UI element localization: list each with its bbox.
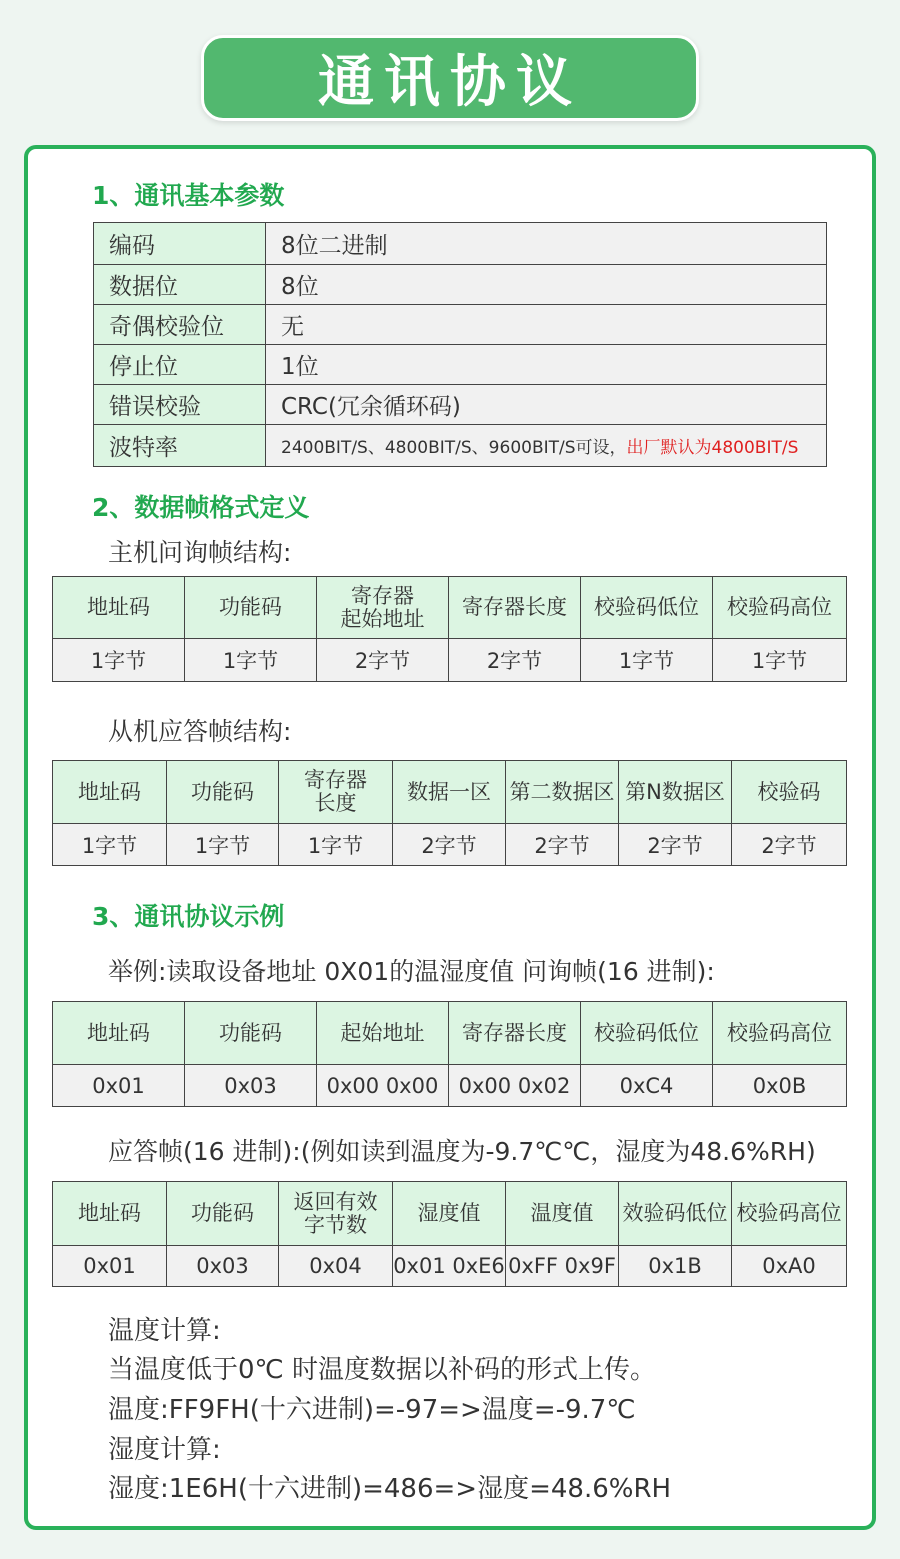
cell-value: 2字节: [449, 639, 581, 682]
param-value-baud: [266, 425, 827, 467]
table-row: [94, 223, 827, 265]
column-header: 校验码高位: [713, 577, 847, 639]
cell-value: 0x03: [167, 1246, 279, 1287]
cell-value: 2字节: [619, 824, 732, 866]
param-value: 8位: [266, 265, 827, 305]
table-row: [53, 1246, 847, 1287]
table-row: [94, 425, 827, 467]
param-value: 1位: [266, 345, 827, 385]
table-row: [94, 345, 827, 385]
param-value: 无: [266, 305, 827, 345]
column-header: 功能码: [167, 761, 279, 824]
table-row: [94, 265, 827, 305]
table-row: [53, 1065, 847, 1107]
cell-value: 1字节: [279, 824, 393, 866]
param-value: CRC(冗余循环码): [266, 385, 827, 425]
query-frame-table: [52, 1001, 847, 1107]
temp-calc-formula: 温度:FF9FH(十六进制)=-97=>温度=-9.7℃: [108, 1395, 636, 1425]
param-key: 编码: [94, 223, 266, 265]
column-header: 校验码低位: [581, 577, 713, 639]
cell-value: 1字节: [185, 639, 317, 682]
cell-value: 1字节: [581, 639, 713, 682]
host-frame-label: 主机问询帧结构:: [108, 538, 292, 567]
cell-value: 1字节: [53, 639, 185, 682]
column-header: 校验码低位: [581, 1002, 713, 1065]
cell-value: 2字节: [506, 824, 619, 866]
column-header: 功能码: [167, 1182, 279, 1246]
cell-value: 0xA0: [732, 1246, 847, 1287]
cell-value: 2字节: [393, 824, 506, 866]
table-row: [53, 824, 847, 866]
humidity-calc-heading: 湿度计算:: [108, 1435, 221, 1465]
column-header: 地址码: [53, 761, 167, 824]
cell-value: 0x01: [53, 1065, 185, 1107]
slave-frame-label: 从机应答帧结构:: [108, 717, 292, 746]
column-header: 校验码: [732, 761, 847, 824]
baud-rate-options: 2400BIT/S、4800BIT/S、9600BIT/S可设，: [281, 437, 627, 458]
temp-calc-note: 当温度低于0℃ 时温度数据以补码的形式上传。: [108, 1355, 657, 1385]
param-value: 8位二进制: [266, 223, 827, 265]
column-header: 寄存器长度: [449, 577, 581, 639]
table-header-row: [53, 1002, 847, 1065]
baud-rate-default: 出厂默认为4800BIT/S: [626, 437, 799, 458]
column-header: 寄存器长度: [449, 1002, 581, 1065]
table-row: [53, 639, 847, 682]
reply-frame-table: [52, 1181, 847, 1287]
humidity-calc-formula: 湿度:1E6H(十六进制)=486=>湿度=48.6%RH: [108, 1474, 672, 1504]
column-header: 第二数据区: [506, 761, 619, 824]
column-header: 功能码: [185, 1002, 317, 1065]
reply-label: 应答帧(16 进制):(例如读到温度为-9.7℃℃，湿度为48.6%RH): [108, 1137, 816, 1166]
column-header: 地址码: [53, 1182, 167, 1246]
column-header: 功能码: [185, 577, 317, 639]
column-header: 返回有效 字节数: [279, 1182, 393, 1246]
column-header: 寄存器 长度: [279, 761, 393, 824]
cell-value: 1字节: [53, 824, 167, 866]
column-header: 温度值: [506, 1182, 619, 1246]
column-header: 起始地址: [317, 1002, 449, 1065]
column-header: 第N数据区: [619, 761, 732, 824]
section-title-basic-params: 1、通讯基本参数: [92, 181, 285, 210]
cell-value: 2字节: [317, 639, 449, 682]
cell-value: 0xC4: [581, 1065, 713, 1107]
cell-value: 0x04: [279, 1246, 393, 1287]
param-key: 奇偶校验位: [94, 305, 266, 345]
cell-value: 0x03: [185, 1065, 317, 1107]
table-row: [94, 385, 827, 425]
slave-frame-table: [52, 760, 847, 866]
column-header: 数据一区: [393, 761, 506, 824]
param-key: 波特率: [94, 425, 266, 467]
cell-value: 0xFF 0x9F: [506, 1246, 619, 1287]
cell-value: 1字节: [167, 824, 279, 866]
section-title-protocol-example: 3、通讯协议示例: [92, 902, 285, 931]
column-header: 校验码高位: [713, 1002, 847, 1065]
column-header: 校验码高位: [732, 1182, 847, 1246]
cell-value: 0x01: [53, 1246, 167, 1287]
cell-value: 1字节: [713, 639, 847, 682]
temp-calc-heading: 温度计算:: [108, 1316, 221, 1346]
cell-value: 0x0B: [713, 1065, 847, 1107]
param-key: 数据位: [94, 265, 266, 305]
table-header-row: [53, 761, 847, 824]
cell-value: 0x00 0x02: [449, 1065, 581, 1107]
table-header-row: [53, 577, 847, 639]
example-label: 举例:读取设备地址 0X01的温湿度值 问询帧(16 进制):: [108, 957, 715, 986]
param-key: 错误校验: [94, 385, 266, 425]
param-key: 停止位: [94, 345, 266, 385]
column-header: 地址码: [53, 1002, 185, 1065]
cell-value: 2字节: [732, 824, 847, 866]
cell-value: 0x01 0xE6: [393, 1246, 506, 1287]
table-row: [94, 305, 827, 345]
title-banner: [201, 35, 699, 121]
column-header: 湿度值: [393, 1182, 506, 1246]
table-header-row: [53, 1182, 847, 1246]
section-title-frame-format: 2、数据帧格式定义: [92, 493, 310, 522]
column-header: 效验码低位: [619, 1182, 732, 1246]
host-frame-table: [52, 576, 847, 682]
cell-value: 0x00 0x00: [317, 1065, 449, 1107]
column-header: 寄存器 起始地址: [317, 577, 449, 639]
cell-value: 0x1B: [619, 1246, 732, 1287]
column-header: 地址码: [53, 577, 185, 639]
basic-params-table: [93, 222, 827, 467]
page-title: 通讯协议: [318, 50, 582, 115]
